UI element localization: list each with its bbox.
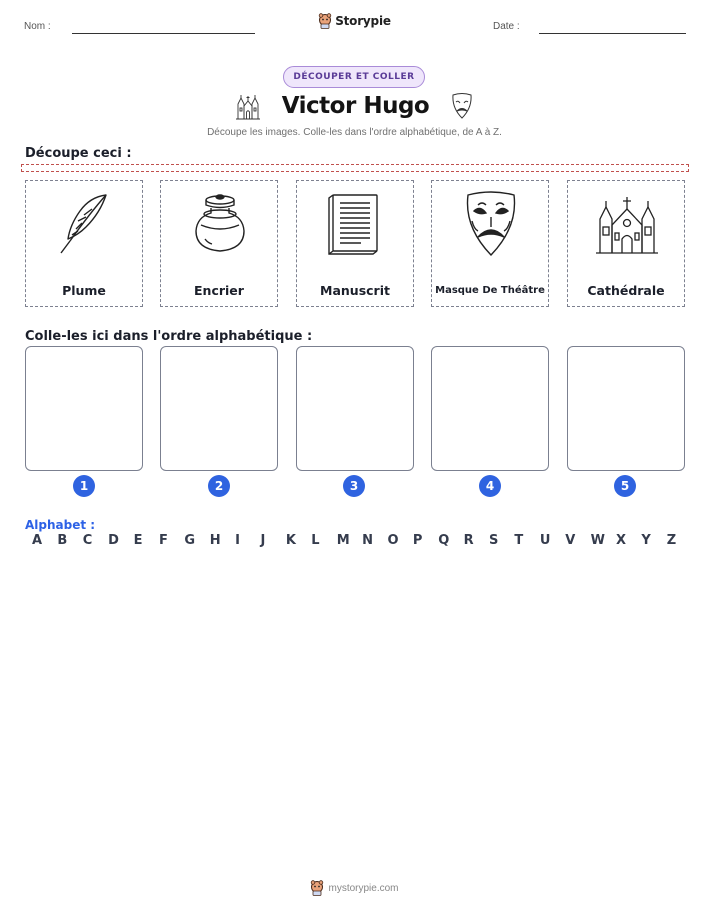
alphabet-letter: J xyxy=(260,533,266,548)
alphabet-letter: U xyxy=(539,533,551,548)
card-manuscrit[interactable] xyxy=(296,180,414,307)
cut-line xyxy=(21,164,689,172)
card-label: Masque De Théâtre xyxy=(435,285,545,296)
card-label: Cathédrale xyxy=(587,283,665,298)
alphabet-heading: Alphabet : xyxy=(25,518,96,532)
alphabet-letter: D xyxy=(108,533,119,548)
number-badge-1: 1 xyxy=(73,475,95,497)
alphabet-letter: M xyxy=(336,533,350,548)
alphabet-letter: L xyxy=(311,533,320,548)
card-label: Manuscrit xyxy=(320,283,390,298)
alphabet-letter: Q xyxy=(438,533,450,548)
theatre-mask-icon xyxy=(456,189,526,259)
paste-box-1[interactable] xyxy=(25,346,143,471)
number-badge-3: 3 xyxy=(343,475,365,497)
book-icon xyxy=(321,189,391,259)
cathedral-icon xyxy=(592,189,662,259)
alphabet-letter: C xyxy=(82,533,93,548)
name-label: Nom : xyxy=(24,21,51,32)
quill-icon xyxy=(50,189,120,259)
alphabet-row xyxy=(32,533,692,548)
inkpot-icon xyxy=(185,189,255,259)
number-badge-4: 4 xyxy=(479,475,501,497)
alphabet-letter: K xyxy=(285,533,296,548)
alphabet-letter: W xyxy=(590,533,605,548)
alphabet-letter: T xyxy=(514,533,524,548)
number-badge-5: 5 xyxy=(614,475,636,497)
theatre-mask-icon xyxy=(450,92,474,120)
alphabet-letter: Z xyxy=(666,533,677,548)
number-badge-2: 2 xyxy=(208,475,230,497)
alphabet-letter: Y xyxy=(641,533,651,548)
alphabet-letter: I xyxy=(235,533,240,548)
title-row xyxy=(0,92,709,120)
alphabet-letter: P xyxy=(412,533,423,548)
alphabet-letter: H xyxy=(209,533,221,548)
paste-box-2[interactable] xyxy=(160,346,278,471)
paste-box-3[interactable] xyxy=(296,346,414,471)
paste-heading: Colle-les ici dans l'ordre alphabétique : xyxy=(25,329,313,344)
alphabet-letter: X xyxy=(615,533,627,548)
card-masque[interactable] xyxy=(431,180,549,307)
alphabet-letter: F xyxy=(158,533,168,548)
date-label: Date : xyxy=(493,21,520,32)
cut-heading: Découpe ceci : xyxy=(25,146,132,161)
storypie-mascot-icon xyxy=(318,13,332,29)
alphabet-letter: G xyxy=(184,533,196,548)
footer-link[interactable]: mystorypie.com xyxy=(328,882,399,894)
card-cathedrale[interactable] xyxy=(567,180,685,307)
alphabet-letter: B xyxy=(57,533,68,548)
alphabet-letter: R xyxy=(463,533,474,548)
page-title: Victor Hugo xyxy=(281,93,430,119)
storypie-mascot-icon xyxy=(310,880,324,896)
alphabet-letter: V xyxy=(565,533,576,548)
card-plume[interactable] xyxy=(25,180,143,307)
alphabet-letter: N xyxy=(362,533,373,548)
card-label: Encrier xyxy=(194,283,244,298)
cathedral-icon xyxy=(235,92,261,120)
brand-logo xyxy=(0,13,709,33)
paste-box-5[interactable] xyxy=(567,346,685,471)
alphabet-letter: A xyxy=(32,533,43,548)
brand-name: Storypie xyxy=(335,14,391,28)
footer xyxy=(0,880,709,900)
paste-box-4[interactable] xyxy=(431,346,549,471)
alphabet-letter: S xyxy=(489,533,499,548)
name-line[interactable] xyxy=(72,33,255,34)
instructions: Découpe les images. Colle-les dans l'ordre alphabétique, de A à Z. xyxy=(207,127,502,138)
date-line[interactable] xyxy=(539,33,686,34)
card-encrier[interactable] xyxy=(160,180,278,307)
activity-badge: DÉCOUPER ET COLLER xyxy=(283,66,425,88)
alphabet-letter: E xyxy=(133,533,143,548)
alphabet-letter: O xyxy=(387,533,399,548)
card-label: Plume xyxy=(62,283,106,298)
